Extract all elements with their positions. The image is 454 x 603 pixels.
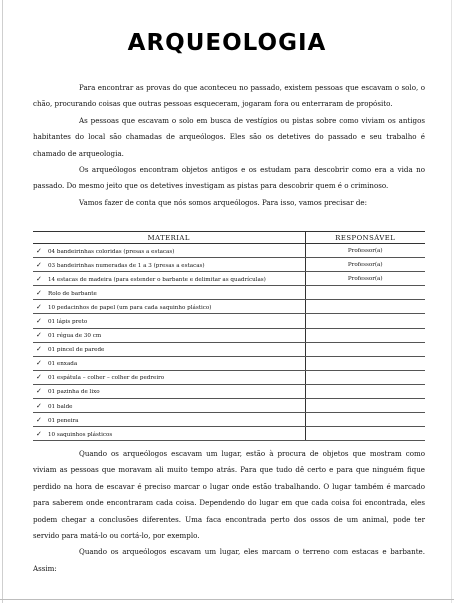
material-cell bbox=[33, 399, 305, 413]
responsible-cell bbox=[305, 300, 425, 314]
intro-section bbox=[33, 80, 425, 211]
checkmark-icon: ✓ bbox=[36, 246, 42, 255]
table-row bbox=[33, 286, 425, 300]
material-label: 10 pedacinhos de papel (um para cada saquinho plástico) bbox=[48, 304, 212, 311]
material-label: 01 pincel de parede bbox=[48, 347, 105, 354]
table-row bbox=[33, 272, 425, 286]
responsible-cell bbox=[305, 342, 425, 356]
table-row bbox=[33, 399, 425, 413]
responsible-cell: Professor(a) bbox=[305, 258, 425, 272]
checkmark-icon: ✓ bbox=[36, 373, 42, 382]
table-row bbox=[33, 370, 425, 384]
responsible-cell bbox=[305, 384, 425, 398]
checkmark-icon: ✓ bbox=[36, 415, 42, 424]
material-cell bbox=[33, 328, 305, 342]
paragraph: As pessoas que escavam o solo em busca de vestígios ou pistas sobre como viviam os antigos habitantes do local são chamadas de arqueólogos. Eles são os detetives do passado e seu trabalho é chamado de arqueologia. bbox=[33, 115, 425, 158]
material-label: 04 bandeirinhas coloridas (presas a estacas) bbox=[48, 248, 175, 255]
paragraph: Quando os arqueólogos escavam um lugar, eles marcam o terreno com estacas e barbante. Assim: bbox=[33, 547, 425, 573]
paragraph: Os arqueólogos encontram objetos antigos e os estudam para descobrir como era a vida no passado. Do mesmo jeito que os detetives investigam as pistas para descobrir quem é o criminoso. bbox=[33, 165, 425, 191]
responsible-cell bbox=[305, 328, 425, 342]
material-label: 01 espátula – colher – colher de pedreiro bbox=[48, 375, 165, 382]
table-row bbox=[33, 314, 425, 328]
closing-section bbox=[33, 446, 425, 577]
paragraph: Vamos fazer de conta que nós somos arqueólogos. Para isso, vamos precisar de: bbox=[79, 197, 368, 207]
checkmark-icon: ✓ bbox=[36, 274, 42, 283]
material-cell bbox=[33, 286, 305, 300]
responsible-column-header: RESPONSÁVEL bbox=[305, 232, 425, 244]
table-row bbox=[33, 328, 425, 342]
table-row bbox=[33, 384, 425, 398]
checkmark-icon: ✓ bbox=[36, 401, 42, 410]
page-border bbox=[0, 599, 454, 600]
material-label: 10 saquinhos plásticos bbox=[48, 431, 113, 438]
material-label: 14 estacas de madeira (para estender o barbante e delimitar as quadrículas) bbox=[48, 276, 266, 283]
responsible-cell bbox=[305, 399, 425, 413]
table-row bbox=[33, 413, 425, 427]
responsible-cell bbox=[305, 356, 425, 370]
table-row bbox=[33, 342, 425, 356]
material-label: 01 balde bbox=[48, 403, 73, 410]
responsible-cell bbox=[305, 370, 425, 384]
material-cell bbox=[33, 342, 305, 356]
checkmark-icon: ✓ bbox=[36, 317, 42, 326]
material-label: 01 régua de 30 cm bbox=[48, 333, 102, 340]
material-label: Rolo de barbante bbox=[48, 290, 97, 297]
materials-table bbox=[33, 231, 425, 441]
material-cell bbox=[33, 272, 305, 286]
responsible-cell: Professor(a) bbox=[305, 272, 425, 286]
material-cell bbox=[33, 258, 305, 272]
checkmark-icon: ✓ bbox=[36, 260, 42, 269]
material-cell bbox=[33, 300, 305, 314]
responsible-cell bbox=[305, 413, 425, 427]
material-label: 01 peneira bbox=[48, 417, 79, 424]
responsible-cell: Professor(a) bbox=[305, 244, 425, 258]
material-cell bbox=[33, 384, 305, 398]
checkmark-icon: ✓ bbox=[36, 288, 42, 297]
page-border bbox=[451, 0, 452, 603]
responsible-cell bbox=[305, 427, 425, 441]
table-row bbox=[33, 356, 425, 370]
checkmark-icon: ✓ bbox=[36, 387, 42, 396]
table-row bbox=[33, 244, 425, 258]
checkmark-icon: ✓ bbox=[36, 345, 42, 354]
document-title: ARQUEOLOGIA bbox=[127, 30, 327, 56]
material-column-header: MATERIAL bbox=[33, 232, 305, 244]
page-border bbox=[2, 0, 3, 603]
paragraph: Quando os arqueólogos escavam um lugar, estão à procura de objetos que mostram como viviam as pessoas que moravam ali muito tempo atrás. Para que tudo dê certo e para que ninguém fique perdido na hora de escavar é preciso marcar o lugar onde estão trabalhando. O lugar também é marcado para saberem onde encontraram cada coisa. Dependendo do lugar em que cada coisa foi encontrada, eles podem chegar a conclusões diferentes. Uma faca encontrada perto dos ossos de um animal, pode ter servido para matá-lo ou cortá-lo, por exemplo. bbox=[33, 449, 425, 541]
material-label: 01 lápis preto bbox=[48, 319, 88, 326]
material-label: 01 pazinha de lixo bbox=[48, 389, 100, 396]
material-cell bbox=[33, 413, 305, 427]
table-header-row bbox=[33, 232, 425, 244]
checkmark-icon: ✓ bbox=[36, 429, 42, 438]
table-row bbox=[33, 427, 425, 441]
material-cell bbox=[33, 356, 305, 370]
checkmark-icon: ✓ bbox=[36, 302, 42, 311]
material-label: 03 bandeirinhas numeradas de 1 a 3 (presas a estacas) bbox=[48, 262, 205, 269]
table-row bbox=[33, 258, 425, 272]
checkmark-icon: ✓ bbox=[36, 359, 42, 368]
table-row bbox=[33, 300, 425, 314]
material-cell bbox=[33, 314, 305, 328]
paragraph: Para encontrar as provas do que aconteceu no passado, existem pessoas que escavam o solo, o chão, procurando coisas que outras pessoas esqueceram, jogaram fora ou enterraram de propósito. bbox=[33, 83, 425, 109]
material-cell bbox=[33, 427, 305, 441]
material-cell bbox=[33, 370, 305, 384]
responsible-cell bbox=[305, 314, 425, 328]
responsible-cell bbox=[305, 286, 425, 300]
material-label: 01 enxada bbox=[48, 361, 78, 368]
material-cell bbox=[33, 244, 305, 258]
checkmark-icon: ✓ bbox=[36, 331, 42, 340]
